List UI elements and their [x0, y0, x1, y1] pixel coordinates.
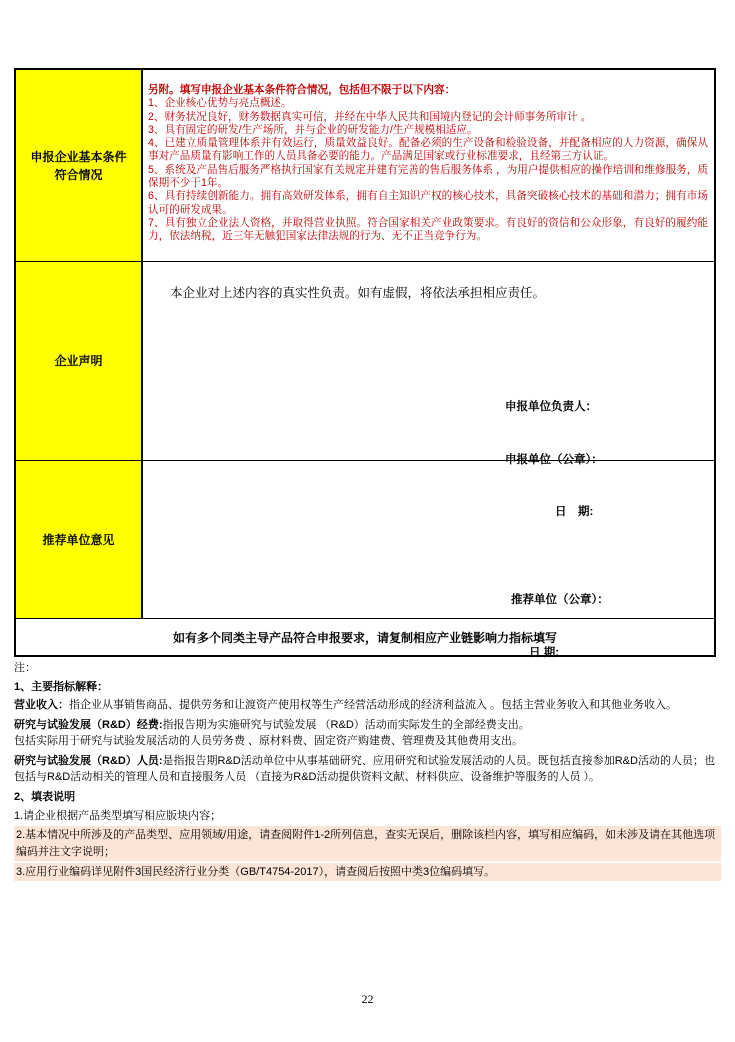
form-filling-instructions-heading: 2、填表说明 — [14, 790, 76, 803]
recommendation-date-line: 日 期: — [529, 646, 560, 659]
filling-instruction-2: 2.基本情况中所涉及的产品类型、应用领域/用途，请查阅附件1-2所列信息，查实无误后，删除该栏内容，填写相应编码，如未涉及请在其他选项编码并注文字说明； — [14, 826, 721, 860]
page-number: 22 — [361, 992, 374, 1006]
notes-label: 注： — [14, 662, 36, 674]
definition-rd-expenditure-text: 指报告期为实施研究与试验发展 （R&D）活动而实际发生的全部经费支出。 — [162, 719, 530, 732]
definition-operating-revenue — [14, 697, 721, 713]
declarant-unit-seal-line: 申报单位（公章）： — [505, 453, 603, 466]
recommendation-label-cell — [16, 461, 143, 618]
definition-rd-personnel-text: 是指报告期R&D活动单位中从事基础研究、应用研究和试验发展活动的人员。既包括直接参加R&D活动的人员；也包括与R&D活动相关的管理人员和直接服务人员 （直接为R&D活动提供资料文献、材料供应、设备维护等服务的人员 ）。 — [14, 755, 715, 784]
definition-rd-expenditure — [14, 717, 721, 749]
condition-item-2: 2、财务状况良好，财务数据真实可信，并经在中华人民共和国境内登记的会计师事务所审计 。 — [148, 110, 592, 123]
definition-rd-personnel-term: 研究与试验发展（R&D）人员: — [14, 755, 163, 768]
row-basic-conditions — [16, 70, 714, 262]
definition-rd-expenditure-term: 研究与试验发展（R&D）经费: — [14, 719, 163, 732]
filling-instruction-1: 1.请企业根据产品类型填写相应版块内容； — [14, 809, 222, 822]
basic-conditions-text — [143, 70, 714, 244]
declaration-date-line: 日 期: — [555, 506, 594, 518]
condition-item-3: 3、具有固定的研发/生产场所，并与企业的研发能力/生产规模相适应。 — [148, 123, 478, 136]
condition-item-5: 5、系统及产品售后服务严格执行国家有关规定并建有完善的售后服务体系 ，为用户提供相应的操作培训和维修服务，质保期不少于1年。 — [148, 163, 708, 190]
condition-item-1: 1、企业核心优势与亮点概述。 — [148, 97, 292, 110]
declarant-responsible-person-line: 申报单位负责人： — [505, 401, 597, 413]
recommendation-unit-seal-line: 推荐单位（公章）： — [511, 594, 609, 606]
enterprise-declaration-label: 企业声明 — [54, 354, 103, 368]
definition-rd-personnel — [14, 753, 721, 785]
declaration-statement: 本企业对上述内容的真实性负责。如有虚假，将依法承担相应责任。 — [170, 286, 546, 300]
recommendation-label: 推荐单位意见 — [42, 532, 115, 547]
filling-instruction-3: 3.应用行业编码详见附件3国民经济行业分类（GB/T4754-2017），请查阅后按照中类3位编码填写。 — [14, 863, 721, 881]
condition-item-6: 6、具有持续创新能力。拥有高效研发体系，拥有自主知识产权的核心技术，具备突破核心技术的基础和潜力；拥有市场认可的研发成果。 — [148, 190, 708, 216]
basic-conditions-label: 申报企业基本条件符合情况 — [30, 149, 127, 182]
enterprise-declaration-label-cell — [16, 262, 143, 460]
definition-operating-revenue-text: 指企业从事销售商品、提供劳务和让渡资产使用权等生产经营活动形成的经济利益流入 。包括主营业务收入和其他业务收入。 — [69, 699, 678, 712]
notes-section — [14, 660, 721, 884]
condition-item-4: 4、已建立质量管理体系并有效运行，质量效益良好。配备必须的生产设备和检验设备，并配备相应的人力资源，确保从事对产品质量有影响工作的人员具备必要的能力。产品满足国家或行业标准要求，且经第三方认证。 — [148, 137, 708, 163]
definition-rd-expenditure-text2: 包括实际用于研究与试验发展活动的人员劳务费 、原材料费、固定资产购建费、管理费及其他费用支出。 — [14, 735, 524, 748]
enterprise-declaration-content-cell — [143, 262, 714, 518]
condition-item-7: 7、具有独立企业法人资格，并取得营业执照。符合国家相关产业政策要求。有良好的资信和公众形象，有良好的履约能力，依法纳税，近三年无触犯国家法律法规的行为、无不正当竞争行为。 — [148, 216, 708, 243]
row-footer-note — [16, 619, 714, 655]
declaration-form-table — [14, 68, 716, 657]
duplicate-product-instruction: 如有多个同类主导产品符合申报要求，请复制相应产业链影响力指标填写 — [172, 630, 557, 645]
indicator-explanation-heading: 1、主要指标解释： — [14, 680, 109, 693]
basic-conditions-label-cell — [16, 70, 143, 261]
row-enterprise-declaration — [16, 262, 714, 518]
basic-conditions-content-cell — [143, 70, 714, 261]
definition-operating-revenue-term: 营业收入： — [14, 699, 69, 712]
basic-conditions-intro: 另附。填写申报企业基本条件符合情况，包括但不限于以下内容： — [148, 84, 456, 96]
